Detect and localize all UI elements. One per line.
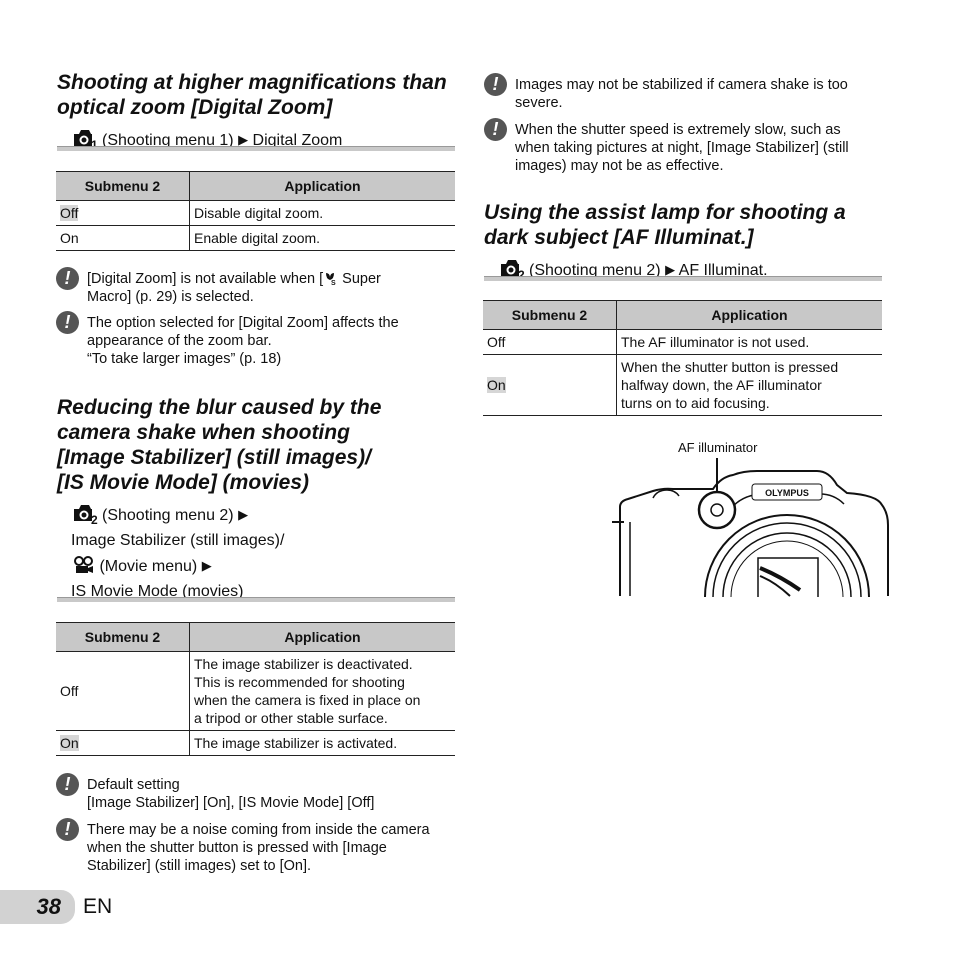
- table-row: On The image stabilizer is activated.: [56, 731, 455, 756]
- caution-icon: [56, 818, 79, 841]
- menu-path-af-illuminat: 2 (Shooting menu 2) ▶ AF Illuminat.: [500, 257, 768, 283]
- camera-menu-icon: 2: [73, 503, 99, 521]
- play-arrow-icon: ▶: [238, 132, 249, 147]
- table-header: Submenu 2 Application: [56, 172, 455, 201]
- af-illuminat-table: [483, 300, 882, 416]
- menu-path-digital-zoom: 1 (Shooting menu 1) ▶ Digital Zoom: [73, 127, 342, 153]
- note-digital-zoom-bar: ! The option selected for [Digital Zoom] affects the appearance of the zoom bar. “To take larger images” (p. 18): [87, 314, 457, 368]
- play-arrow-icon: ▶: [665, 262, 676, 277]
- caution-icon: [56, 773, 79, 796]
- table-header: Submenu 2 Application: [483, 301, 882, 330]
- note-default-setting: ! Default setting [Image Stabilizer] [On], [IS Movie Mode] [Off]: [87, 776, 457, 812]
- digital-zoom-table: [56, 171, 455, 251]
- menu-rule: [57, 597, 455, 602]
- camera-illustration: [600, 452, 890, 597]
- menu-rule: [484, 276, 882, 281]
- brand-logo: OLYMPUS: [765, 488, 809, 498]
- page-number: 38: [36, 894, 61, 919]
- note-digital-zoom-macro: ! [Digital Zoom] is not available when [ S Super Macro] (p. 29) is selected.: [87, 270, 457, 306]
- note-camera-shake: ! Images may not be stabilized if camera shake is too severe.: [515, 76, 885, 112]
- table-header: Submenu 2 Application: [56, 623, 455, 652]
- caution-icon: [484, 73, 507, 96]
- af-illuminator-caption: AF illuminator: [678, 440, 758, 455]
- caution-icon: [56, 311, 79, 334]
- caution-icon: [484, 118, 507, 141]
- table-row: On Enable digital zoom.: [56, 226, 455, 251]
- language-label: EN: [83, 895, 113, 918]
- super-macro-icon: [323, 271, 338, 285]
- table-row: On When the shutter button is pressed halfway down, the AF illuminator turns on to aid focusing.: [483, 355, 882, 416]
- camera-menu-icon: 2: [500, 258, 526, 276]
- image-stabilizer-table: [56, 622, 455, 756]
- section-title-digital-zoom: Shooting at higher magnifications than optical zoom [Digital Zoom]: [57, 71, 447, 119]
- table-row: Off The image stabilizer is deactivated. This is recommended for shooting when the camera is fixed in place on a tripod or other stable surface.: [56, 652, 455, 731]
- menu-rule: [57, 146, 455, 151]
- menu-path-image-stabilizer: 2 (Shooting menu 2) ▶ Image Stabilizer (still images)/ (Movie menu) ▶ IS Movie Mode (movies): [73, 502, 284, 604]
- caution-icon: [56, 267, 79, 290]
- play-arrow-icon: ▶: [201, 558, 212, 573]
- svg-text:S: S: [331, 280, 336, 285]
- note-slow-shutter: ! When the shutter speed is extremely slow, such as when taking pictures at night, [Image Stabilizer] (still images) may not be as effective.: [515, 121, 885, 175]
- play-arrow-icon: ▶: [238, 507, 249, 522]
- section-title-image-stabilizer: Reducing the blur caused by the camera shake when shooting [Image Stabilizer] (still images)/ [IS Movie Mode] (movies): [57, 396, 382, 494]
- note-noise: ! There may be a noise coming from inside the camera when the shutter button is pressed with [Image Stabilizer] (still images) set to [On].: [87, 821, 457, 875]
- page-number-tab: [0, 890, 75, 924]
- section-title-af-illuminat: Using the assist lamp for shooting a dark subject [AF Illuminat.]: [484, 201, 846, 249]
- camera-menu-icon: 1: [73, 128, 99, 146]
- table-row: Off The AF illuminator is not used.: [483, 330, 882, 355]
- table-row: Off Disable digital zoom.: [56, 201, 455, 226]
- movie-menu-icon: [73, 556, 95, 574]
